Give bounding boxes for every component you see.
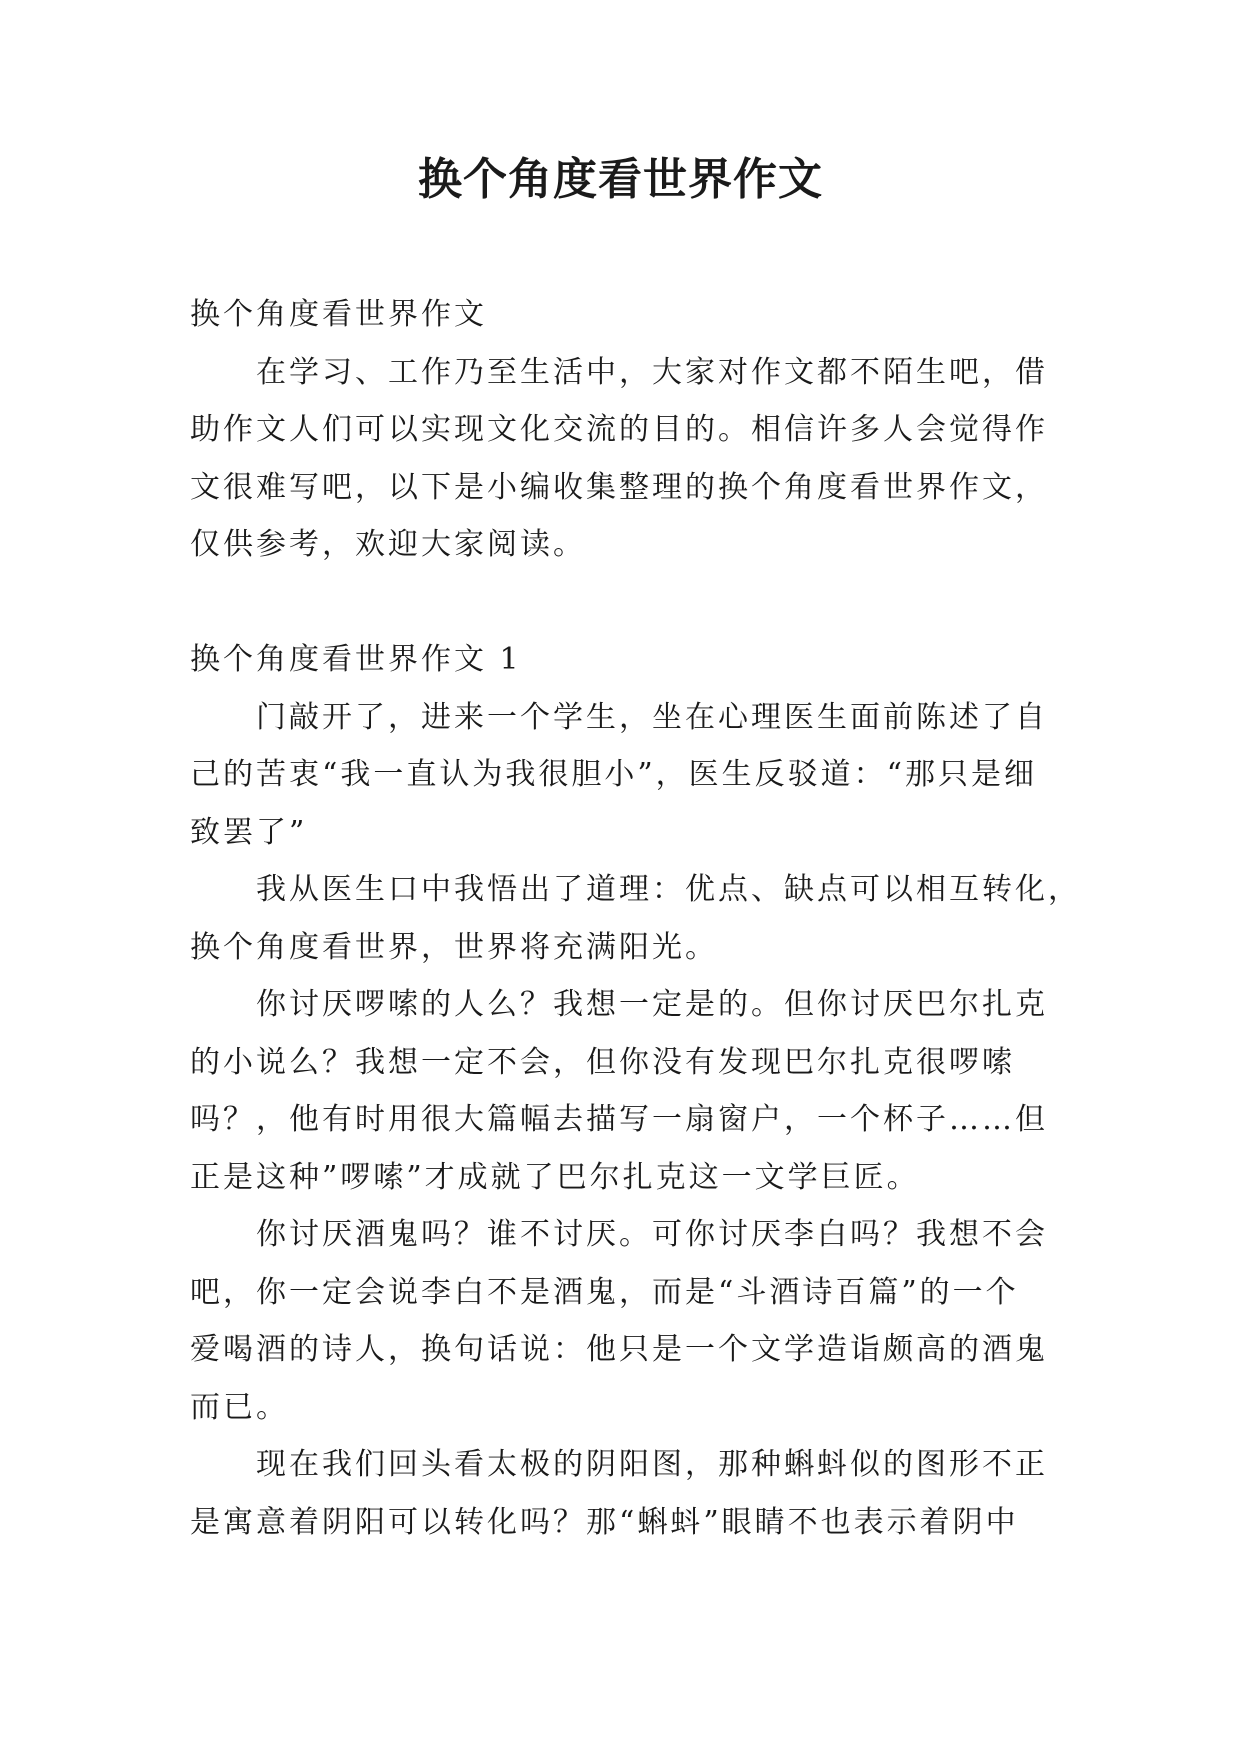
paragraph-line: 仅供参考，欢迎大家阅读。 [190,527,586,562]
paragraph-line: 我从医生口中我悟出了道理：优点、缺点可以相互转化， [256,872,1081,907]
paragraph-line: 换个角度看世界，世界将充满阳光。 [190,929,718,965]
section-heading: 换个角度看世界作文 [190,297,487,332]
paragraph [190,861,1081,976]
paragraph-line: 在学习、工作乃至生活中，大家对作文都不陌生吧，借 [256,354,1048,390]
paragraph [190,976,1050,1206]
paragraph [190,689,1050,862]
paragraph-line: 致罢了” [190,814,308,850]
paragraph-line: 文很难写吧，以下是小编收集整理的换个角度看世界作文， [190,469,1048,505]
paragraph-line: 助作文人们可以实现文化交流的目的。相信许多人会觉得作 [190,412,1048,447]
paragraph-line: 是寓意着阴阳可以转化吗？那“蝌蚪”眼睛不也表示着阴中 [190,1504,1019,1540]
paragraph-line: 吧，你一定会说李白不是酒鬼，而是“斗酒诗百篇”的一个 [190,1274,1019,1310]
paragraph [190,1436,1050,1551]
section-heading: 换个角度看世界作文 1 [190,642,522,677]
paragraph-line: 己的苦衷“我一直认为我很胆小”，医生反驳道：“那只是细 [190,757,1038,792]
paragraph-line: 的小说么？我想一定不会，但你没有发现巴尔扎克很啰嗦 [190,1044,1015,1080]
paragraph-line: 爱喝酒的诗人，换句话说：他只是一个文学造诣颇高的酒鬼 [190,1332,1048,1367]
blank-line [190,574,1050,632]
paragraph-line: 你讨厌酒鬼吗？谁不讨厌。可你讨厌李白吗？我想不会 [256,1217,1048,1252]
document-body [190,286,1081,1551]
document-title: 换个角度看世界作文 [418,154,823,205]
paragraph [190,1206,1050,1436]
paragraph-line: 你讨厌啰嗦的人么？我想一定是的。但你讨厌巴尔扎克 [256,987,1048,1022]
paragraph-line: 门敲开了，进来一个学生，坐在心理医生面前陈述了自 [256,699,1048,735]
intro-paragraph [190,344,1050,574]
paragraph-line: 现在我们回头看太极的阴阳图，那种蝌蚪似的图形不正 [256,1447,1048,1482]
paragraph-line: 吗？，他有时用很大篇幅去描写一扇窗户，一个杯子……但 [190,1102,1048,1137]
paragraph-line: 正是这种”啰嗦”才成就了巴尔扎克这一文学巨匠。 [190,1159,920,1195]
paragraph-line: 而已。 [190,1389,289,1425]
